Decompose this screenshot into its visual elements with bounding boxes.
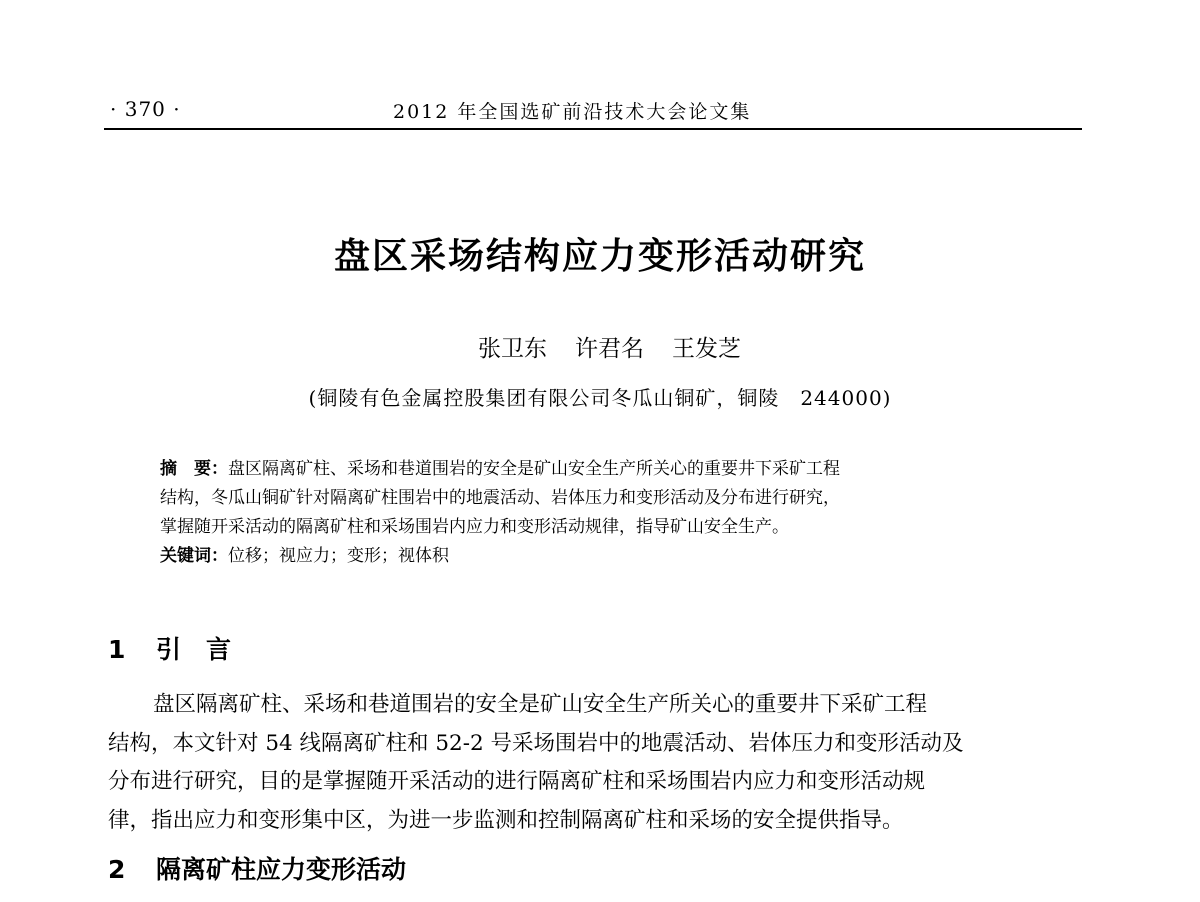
keywords-text: 位移；视应力；变形；视体积 [228,546,449,566]
keywords-label: 关键词： [160,546,228,566]
introduction-paragraph [108,686,1083,840]
paragraph-line: 结构，本文针对 54 线隔离矿柱和 52-2 号采场围岩中的地震活动、岩体压力和变形活动及 [108,730,964,756]
author-name: 张卫东 [478,336,547,362]
affiliation: (铜陵有色金属控股集团有限公司冬瓜山铜矿，铜陵 244000) [308,386,892,410]
section-title: 引 言 [156,635,232,664]
abstract-line: 掌握随开采活动的隔离矿柱和采场围岩内应力和变形活动规律，指导矿山安全生产。 [160,517,789,537]
page-number: · 370 · [110,97,181,121]
section-heading-pillar-stress [108,850,406,886]
abstract-text: 盘区隔离矿柱、采场和巷道围岩的安全是矿山安全生产所关心的重要井下采矿工程 [228,459,840,479]
keywords [160,542,1040,571]
abstract-line [160,455,1040,484]
paper-title: 盘区采场结构应力变形活动研究 [333,236,866,277]
abstract-line: 结构，冬瓜山铜矿针对隔离矿柱围岩中的地震活动、岩体压力和变形活动及分布进行研究， [160,488,840,508]
author-name: 许君名 [575,336,644,362]
abstract [160,455,1040,571]
section-number: 1 [108,635,126,664]
author-list [478,330,741,363]
section-number: 2 [108,855,126,884]
running-header: 2012 年全国选矿前沿技术大会论文集 [393,101,752,123]
paragraph-line: 律，指出应力和变形集中区，为进一步监测和控制隔离矿柱和采场的安全提供指导。 [108,807,904,833]
section-title: 隔离矿柱应力变形活动 [156,855,407,884]
paragraph-line: 盘区隔离矿柱、采场和巷道围岩的安全是矿山安全生产所关心的重要井下采矿工程 [153,692,928,717]
paragraph-line: 分布进行研究，目的是掌握随开采活动的进行隔离矿柱和采场围岩内应力和变形活动规 [108,769,926,794]
header-rule [104,128,1082,130]
author-name: 王发芝 [672,336,741,362]
section-heading-introduction [108,630,231,666]
abstract-label: 摘 要： [160,459,228,479]
